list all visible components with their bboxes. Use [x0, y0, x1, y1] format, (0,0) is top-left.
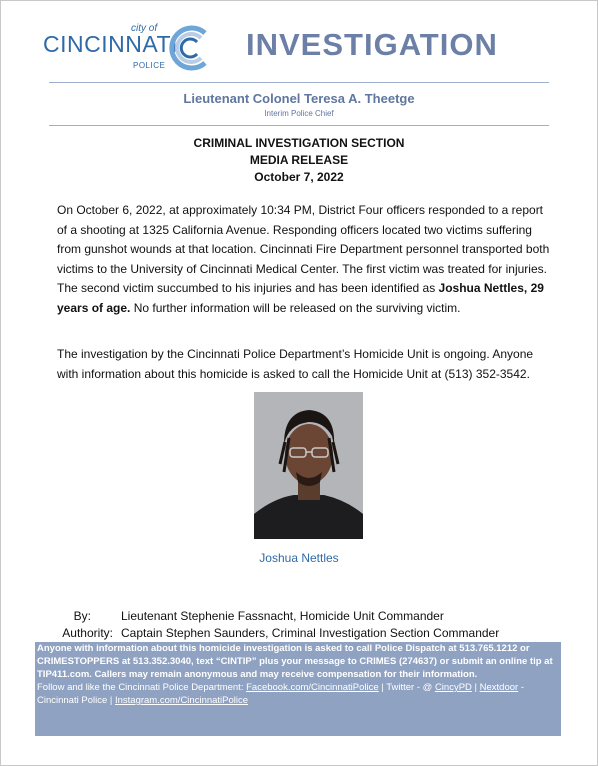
- separator: |: [471, 682, 480, 693]
- cincinnati-police-logo: [43, 23, 213, 73]
- authority-label: Authority:: [62, 626, 113, 640]
- twitter-prefix: | Twitter - @: [378, 682, 435, 693]
- nextdoor-rest: - Cincinnati Police |: [37, 682, 525, 706]
- release-type: MEDIA RELEASE: [249, 153, 349, 167]
- social-follow-line: [37, 681, 559, 707]
- twitter-link[interactable]: CincyPD: [434, 682, 472, 693]
- page-headline: INVESTIGATION: [246, 27, 498, 62]
- victim-portrait-image: [254, 392, 363, 539]
- photo-caption: Joshua Nettles: [259, 551, 339, 565]
- authority-value: Captain Stephen Saunders, Criminal Investigation Section Commander: [121, 626, 500, 640]
- victim-photo: [254, 392, 363, 539]
- incident-paragraph: [57, 201, 551, 318]
- by-value: Lieutenant Stephenie Fassnacht, Homicide Unit Commander: [121, 609, 444, 623]
- release-section: CRIMINAL INVESTIGATION SECTION: [193, 136, 405, 150]
- header-divider-top: [49, 82, 549, 83]
- investigation-paragraph: The investigation by the Cincinnati Police Department’s Homicide Unit is ongoing. Anyone with information about this homicide is asked to call the Homicide Unit at (513) 352-3542.: [57, 347, 534, 381]
- instagram-link[interactable]: Instagram.com/CincinnatiPolice: [114, 695, 249, 706]
- by-label: By:: [73, 609, 91, 623]
- incident-text-2: No further information will be released on the surviving victim.: [130, 300, 461, 315]
- header-divider-bottom: [49, 125, 549, 126]
- release-date: October 7, 2022: [254, 170, 344, 184]
- logo-c-mark-icon: [167, 23, 213, 73]
- follow-prefix: Follow and like the Cincinnati Police Department:: [37, 682, 247, 693]
- tip-info-box: [35, 642, 561, 736]
- logo-city-of: city of: [131, 23, 158, 34]
- officer-title: Interim Police Chief: [264, 109, 334, 118]
- victim-identity: Joshua Nettles, 29 years of age.: [57, 281, 544, 315]
- incident-text-1: On October 6, 2022, at approximately 10:34 PM, District Four officers responded to a report of a shooting at 1325 California Avenue. Responding officers located two victims suffering from gunshot wounds at that location. Cincinnati Fire Department personnel transported both victims to the University of Cincinnati Medical Center. The first victim was treated for injuries. The second victim succumbed to his injuries and has been identified as: [57, 203, 550, 295]
- nextdoor-link[interactable]: Nextdoor: [479, 682, 519, 693]
- officer-name: Lieutenant Colonel Teresa A. Theetge: [183, 91, 415, 106]
- facebook-link[interactable]: Facebook.com/CincinnatiPolice: [246, 682, 379, 693]
- logo-police: POLICE: [133, 61, 166, 70]
- release-heading: [1, 135, 597, 186]
- logo-city: CINCINNATI: [43, 31, 178, 57]
- tip-text: Anyone with information about this homicide investigation is asked to call Police Dispatch at 513.765.1212 or CRIMESTOPPERS at 513.352.3040, text “CINTIP” plus your message to CRIMES (274637) or submit an online tip at TIP411.com. Callers may remain anonymous and may receive compensation for their information.: [37, 643, 553, 680]
